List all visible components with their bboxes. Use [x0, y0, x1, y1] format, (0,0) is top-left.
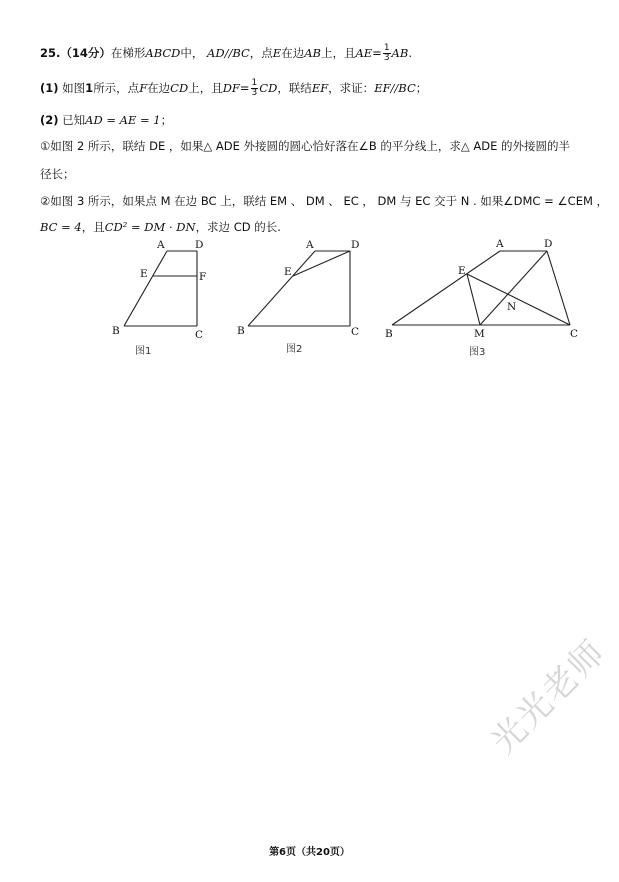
intro-text-g: 在边 — [281, 46, 305, 60]
part1-fraction — [251, 79, 259, 98]
part1-t12: ，求证： — [328, 81, 375, 95]
fig3-caption: 图3 — [469, 347, 486, 358]
intro-point-e: E — [272, 46, 282, 60]
part1-t1: 如图 — [62, 81, 86, 95]
fig1-label-b: B — [112, 325, 120, 337]
fig3-label-e: E — [458, 265, 466, 277]
fig1-label-a: A — [157, 239, 165, 251]
part1-frac-den: 3 — [251, 88, 258, 98]
part2-t2: AD = AE = 1 — [85, 113, 161, 127]
fig3-label-m: M — [474, 328, 485, 340]
sub1-line1: ①如图 2 所示，联结 DE ，如果△ ADE 外接圆的圆心恰好落在∠B 的平分线上，求△ ADE 的外接圆的半 — [40, 139, 571, 153]
fig3-label-c: C — [570, 328, 579, 340]
fig2-edge-ab — [248, 251, 315, 326]
fig3-edge-em — [467, 274, 480, 325]
figure-1 — [105, 238, 225, 358]
sub2-cd-eq: CD² = DM · DN — [104, 220, 196, 234]
fig1-label-e: E — [140, 268, 148, 280]
sub2-t-d: ，求边 CD 的长. — [195, 220, 281, 234]
sub2-line1: ②如图 3 所示，如果点 M 在边 BC 上，联结 EM 、 DM 、 EC ， DM 与 EC 交于 N . 如果∠DMC = ∠CEM ， — [40, 194, 609, 208]
problem-intro — [40, 44, 412, 63]
part1-t2: 所示，点 — [93, 81, 140, 95]
fig1-label-c: C — [195, 329, 204, 341]
intro-eq: = — [372, 46, 382, 60]
intro-ab: AB — [391, 46, 409, 60]
part1-t6: 上，且 — [188, 81, 223, 95]
intro-trapezoid: ABCD — [145, 46, 181, 60]
intro-frac-num: 1 — [383, 43, 390, 53]
fig2-label-c: C — [351, 326, 360, 338]
fig3-edge-ab — [392, 251, 500, 325]
part1-t3: F — [139, 81, 148, 95]
intro-text-e: ，点 — [249, 46, 273, 60]
fig2-label-d: D — [351, 239, 360, 251]
sub2-t-b: ，且 — [81, 220, 105, 234]
part1-t9: CD — [259, 81, 278, 95]
intro-parallel: AD//BC — [207, 46, 250, 60]
part1-fig: 1 — [85, 81, 94, 95]
page-footer: 第6页（共20页） — [269, 847, 350, 858]
intro-side-ab: AB — [304, 46, 321, 60]
part1-t11: EF — [311, 81, 329, 95]
intro-text-c: 中， — [180, 46, 204, 60]
part1-label: (1) — [40, 81, 59, 95]
part1-t7: DF — [222, 81, 240, 95]
intro-ae: AE — [355, 46, 373, 60]
part1-t4: 在边 — [147, 81, 171, 95]
sub2-line2 — [40, 219, 281, 235]
intro-fraction — [383, 44, 391, 63]
part1-t14: ； — [415, 81, 428, 95]
fig1-label-d: D — [195, 239, 204, 251]
intro-text-i: 上，且 — [320, 46, 356, 60]
fig3-edge-ec — [467, 274, 570, 325]
fig2-label-e: E — [284, 266, 292, 278]
fig2-caption: 图2 — [286, 344, 303, 355]
intro-period: . — [408, 46, 412, 60]
fig1-label-f: F — [199, 271, 207, 283]
problem-number: 25. — [40, 46, 61, 60]
fig3-label-a: A — [496, 238, 504, 250]
watermark: 光光老师 — [483, 631, 614, 762]
fig2-edge-de — [293, 251, 350, 276]
part2-label: (2) — [40, 113, 59, 127]
fig1-edge-ab — [124, 251, 167, 326]
intro-frac-den: 3 — [383, 53, 390, 63]
problem-points: （14分） — [60, 46, 111, 60]
part1-t5: CD — [170, 81, 189, 95]
fig3-edge-dc — [547, 251, 570, 325]
part1-line — [40, 79, 427, 98]
fig3-label-b: B — [385, 328, 393, 340]
part2-t1: 已知 — [62, 113, 86, 127]
part1-frac-num: 1 — [251, 78, 258, 88]
sub2-bc: BC = 4 — [40, 220, 82, 234]
fig3-label-d: D — [544, 238, 553, 250]
fig3-label-n: N — [507, 301, 517, 313]
fig2-label-a: A — [306, 239, 314, 251]
part1-t10: ，联结 — [277, 81, 312, 95]
fig2-label-b: B — [237, 325, 245, 337]
sub1-line2: 径长； — [40, 167, 75, 181]
part2-line — [40, 112, 172, 128]
part2-t3: ； — [160, 113, 173, 127]
part1-t13: EF//BC — [374, 81, 416, 95]
intro-text-a: 在梯形 — [110, 46, 146, 60]
fig3-edge-dm — [480, 251, 547, 325]
fig1-caption: 图1 — [135, 346, 152, 357]
figure-2 — [233, 238, 368, 358]
part1-t8: = — [239, 81, 250, 95]
figure-3 — [380, 238, 580, 363]
